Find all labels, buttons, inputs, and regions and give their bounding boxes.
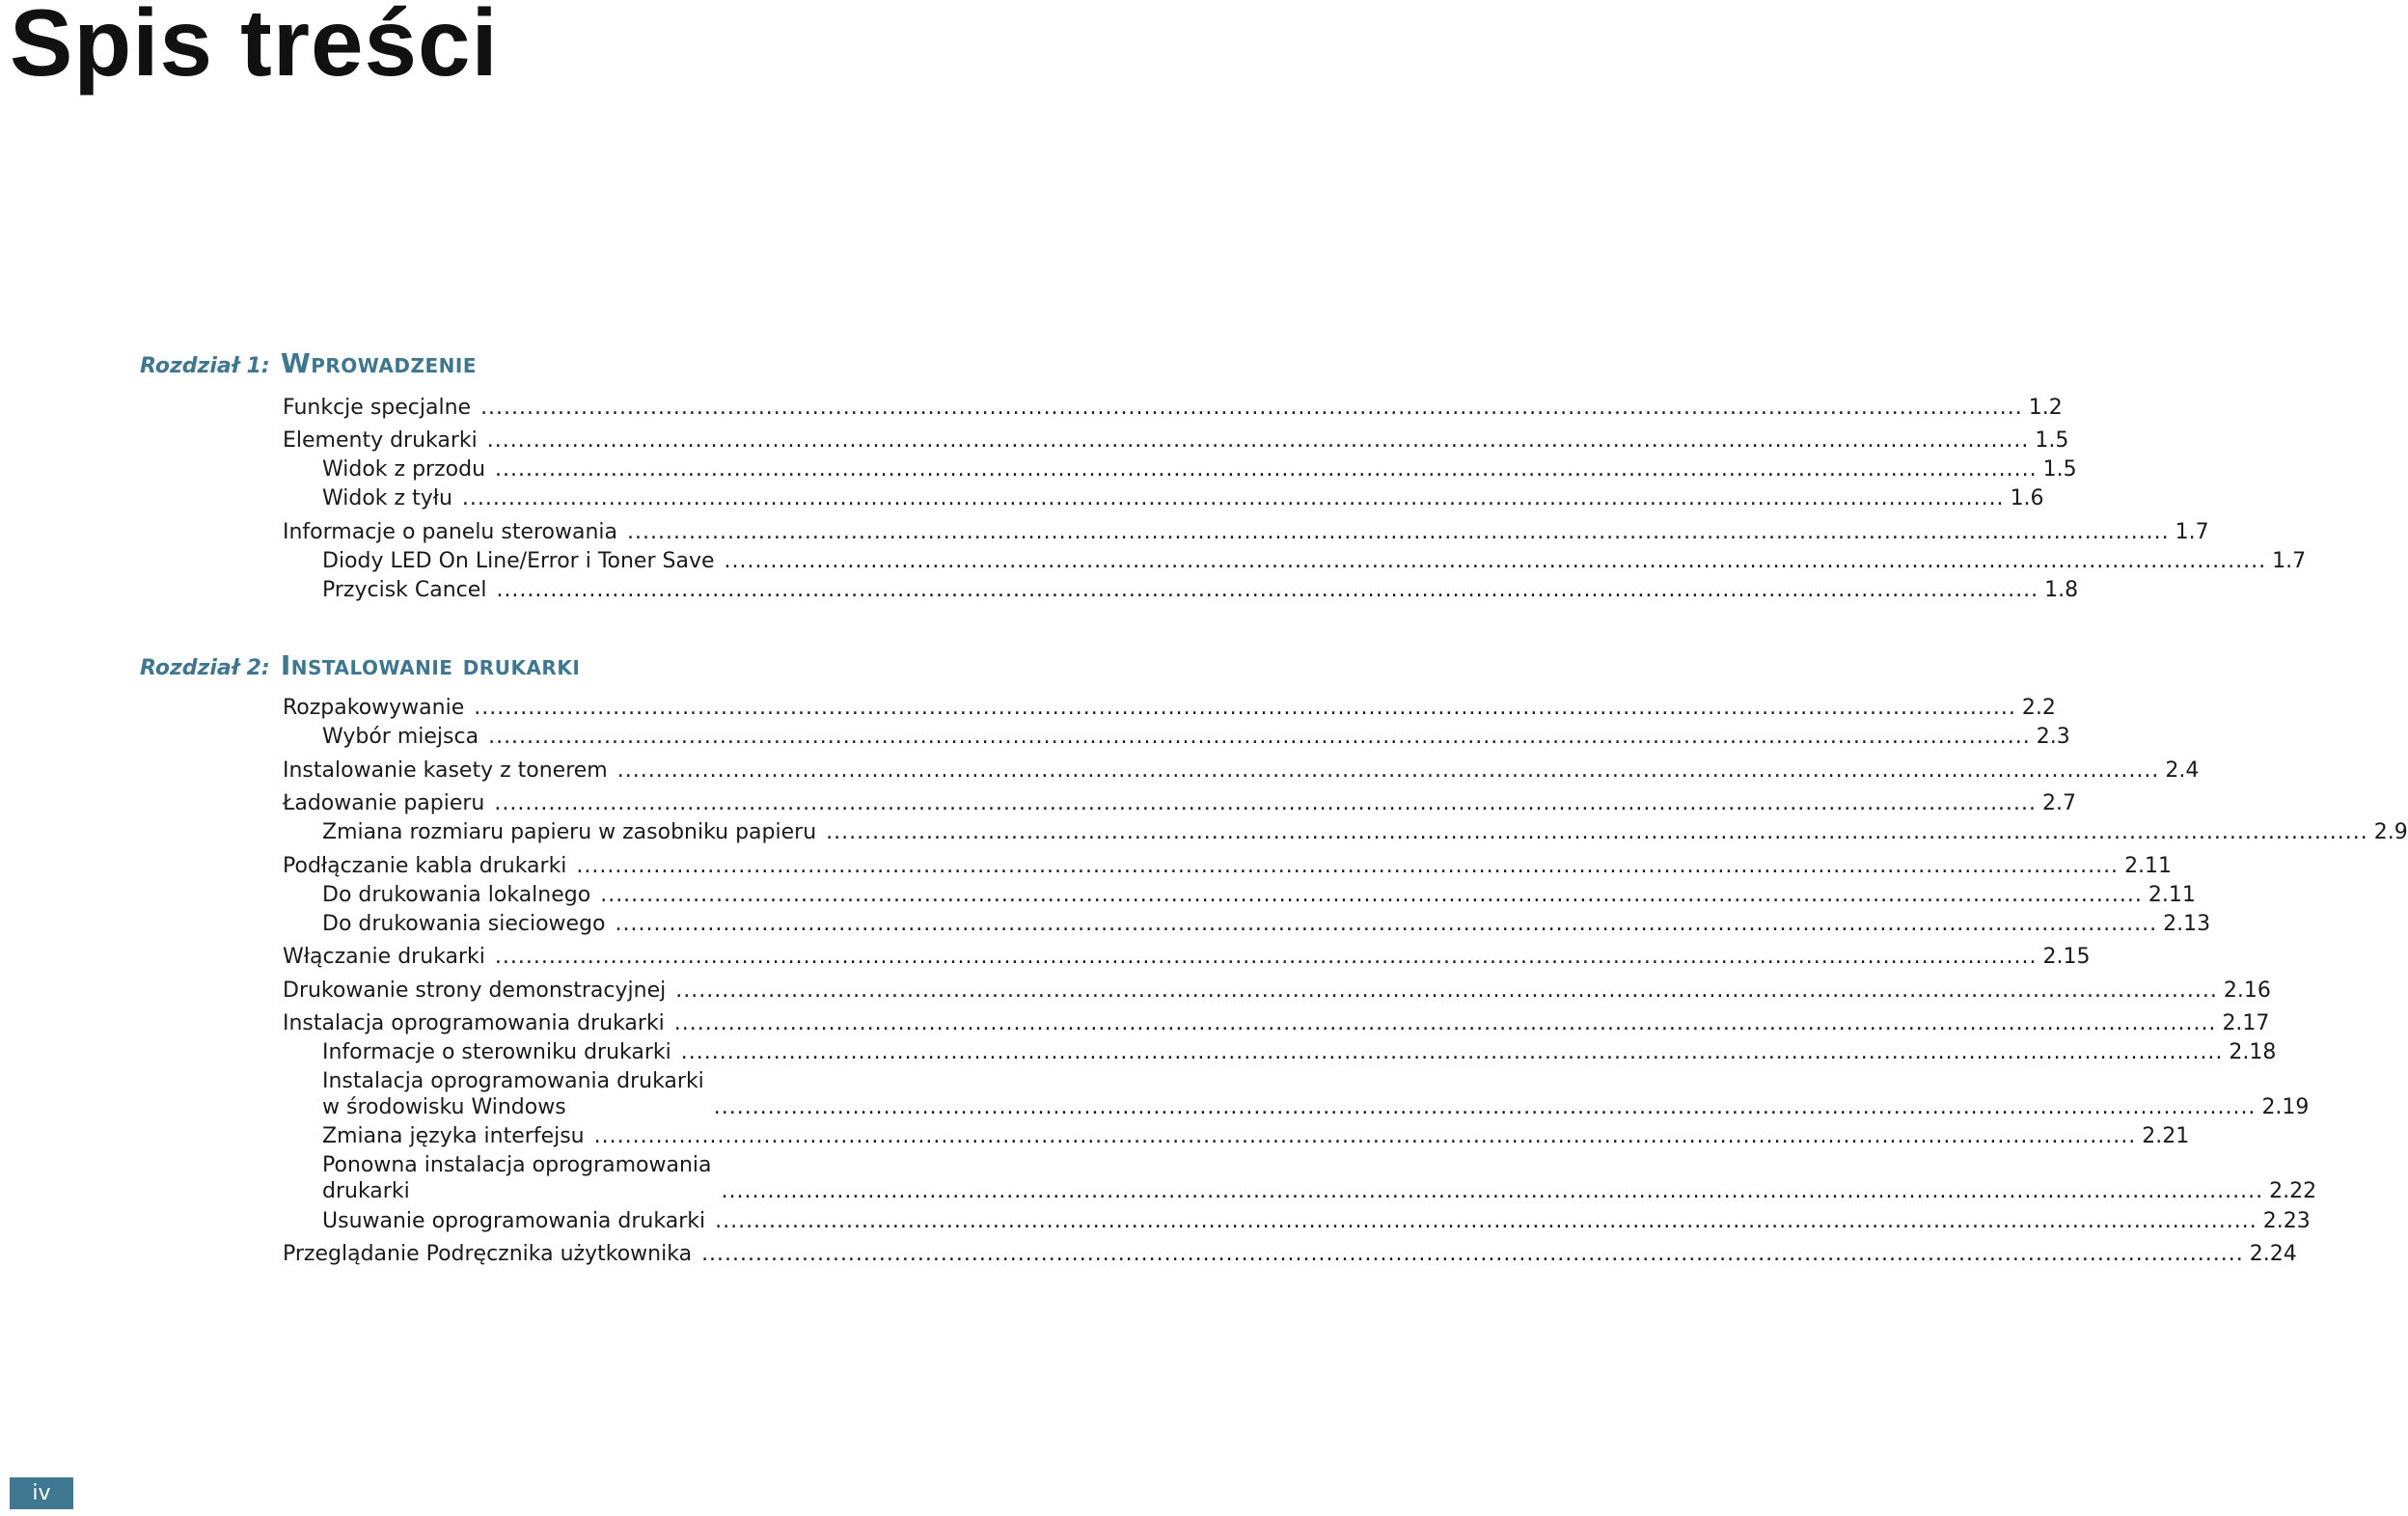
toc-entry-text: Usuwanie oprogramowania drukarki bbox=[322, 1209, 706, 1233]
toc-dot-leader: ........................................................................................................................................................................................................ bbox=[616, 758, 2160, 783]
toc-entry-text: Diody LED On Line/Error i Toner Save bbox=[322, 549, 715, 573]
chapter-heading-1 bbox=[140, 347, 478, 379]
toc-dot-leader: ........................................................................................................................................................................................................ bbox=[673, 1011, 2217, 1035]
toc-page-number: 1.5 bbox=[2042, 457, 2077, 482]
toc-page-number: 2.21 bbox=[2142, 1124, 2190, 1148]
toc-entry-label bbox=[322, 486, 452, 511]
toc-dot-leader: ........................................................................................................................................................................................................ bbox=[680, 1040, 2224, 1064]
toc-entry-text: Drukowanie strony demonstracyjnej bbox=[283, 979, 667, 1003]
toc-page-number: 2.3 bbox=[2036, 725, 2070, 749]
toc-dot-leader: ........................................................................................................................................................................................................ bbox=[480, 396, 2023, 420]
toc-entry-label bbox=[322, 1209, 705, 1234]
toc-entry-label bbox=[283, 396, 471, 421]
toc-entry-label bbox=[322, 1040, 671, 1065]
toc-entry-text: Ładowanie papieru bbox=[283, 791, 485, 815]
chapter-title: Wprowadzenie bbox=[280, 347, 478, 379]
toc-entry[interactable] bbox=[283, 945, 2091, 970]
toc-entry-label bbox=[322, 549, 715, 574]
toc-dot-leader: ........................................................................................................................................................................................................ bbox=[715, 1209, 2258, 1233]
toc-entry-label bbox=[283, 854, 566, 879]
toc-entry[interactable] bbox=[322, 1040, 2277, 1065]
toc-page-number: 2.18 bbox=[2229, 1040, 2277, 1064]
toc-entry-label bbox=[283, 758, 608, 784]
toc-entry-text: Funkcje specjalne bbox=[283, 396, 472, 420]
toc-entry-label bbox=[283, 945, 485, 970]
toc-entry[interactable] bbox=[283, 1242, 2297, 1267]
toc-entry-label bbox=[283, 1242, 692, 1267]
toc-page-number: 2.17 bbox=[2222, 1011, 2270, 1035]
toc-entry-label bbox=[322, 457, 485, 482]
toc-dot-leader: ........................................................................................................................................................................................................ bbox=[615, 912, 2158, 936]
toc-page-number: 1.5 bbox=[2035, 428, 2069, 453]
toc-entry[interactable] bbox=[283, 758, 2200, 784]
chapter-title: Instalowanie drukarki bbox=[280, 649, 581, 681]
toc-entry-text: Instalowanie kasety z tonerem bbox=[283, 758, 608, 783]
toc-entry[interactable] bbox=[283, 696, 2056, 721]
page-number-tab: iv bbox=[10, 1477, 73, 1509]
toc-entry-text: Informacje o sterowniku drukarki bbox=[322, 1040, 671, 1064]
toc-entry[interactable] bbox=[283, 520, 2209, 545]
toc-page-number: 1.2 bbox=[2028, 396, 2063, 420]
toc-entry[interactable] bbox=[283, 854, 2173, 879]
toc-dot-leader: ........................................................................................................................................................................................................ bbox=[576, 854, 2120, 878]
toc-dot-leader: ........................................................................................................................................................................................................ bbox=[486, 428, 2030, 453]
toc-entry[interactable] bbox=[322, 883, 2196, 908]
toc-entry-label bbox=[322, 883, 590, 908]
page-title: Spis treści bbox=[10, 0, 499, 96]
chapter-heading-2 bbox=[140, 649, 581, 681]
toc-dot-leader: ........................................................................................................................................................................................................ bbox=[496, 578, 2039, 602]
toc-dot-leader: ........................................................................................................................................................................................................ bbox=[701, 1242, 2244, 1266]
toc-entry-label bbox=[322, 912, 606, 937]
toc-entry-text: Ponowna instalacja oprogramowania bbox=[322, 1153, 712, 1177]
toc-dot-leader: ........................................................................................................................................................................................................ bbox=[593, 1124, 2137, 1148]
toc-dot-leader: ........................................................................................................................................................................................................ bbox=[494, 791, 2038, 815]
toc-dot-leader: ........................................................................................................................................................................................................ bbox=[488, 725, 2031, 749]
toc-entry-text: Instalacja oprogramowania drukarki bbox=[283, 1011, 665, 1035]
toc-dot-leader: ........................................................................................................................................................................................................ bbox=[495, 457, 2038, 482]
chapter-prefix: Rozdział 1: bbox=[140, 354, 270, 378]
toc-entry-text: Do drukowania sieciowego bbox=[322, 912, 606, 936]
toc-entry[interactable] bbox=[322, 578, 2079, 603]
toc-entry-label bbox=[322, 820, 816, 845]
toc-entry-text: Przeglądanie Podręcznika użytkownika bbox=[283, 1242, 693, 1266]
toc-entry-text: Widok z tyłu bbox=[322, 486, 452, 510]
toc-dot-leader: ........................................................................................................................................................................................................ bbox=[675, 979, 2218, 1003]
toc-entry-text: Widok z przodu bbox=[322, 457, 486, 482]
toc-page-number: 2.23 bbox=[2262, 1209, 2311, 1233]
toc-entry-text: Włączanie drukarki bbox=[283, 945, 485, 969]
toc-entry[interactable] bbox=[283, 791, 2077, 816]
toc-entry-text: Zmiana rozmiaru papieru w zasobniku papieru bbox=[322, 820, 817, 844]
toc-entry-text: Przycisk Cancel bbox=[322, 578, 487, 602]
toc-page-number: 2.7 bbox=[2042, 791, 2077, 815]
toc-page-number: 2.16 bbox=[2223, 979, 2271, 1003]
toc-page-number: 2.4 bbox=[2165, 758, 2200, 783]
toc-page-number: 1.7 bbox=[2272, 549, 2307, 573]
toc-entry-label bbox=[322, 725, 479, 750]
toc-entry[interactable] bbox=[322, 1124, 2190, 1149]
toc-entry[interactable] bbox=[322, 912, 2211, 937]
toc-entry-label bbox=[322, 1124, 585, 1149]
toc-entry[interactable] bbox=[322, 820, 2408, 845]
toc-entry-label bbox=[283, 520, 617, 545]
toc-dot-leader: ........................................................................................................................................................................................................ bbox=[461, 486, 2005, 510]
toc-page-number: 2.9 bbox=[2373, 820, 2408, 844]
toc-page-number: 2.19 bbox=[2261, 1095, 2310, 1119]
toc-dot-leader: ........................................................................................................................................................................................................ bbox=[724, 549, 2267, 573]
toc-page-number: 2.15 bbox=[2042, 945, 2091, 969]
toc-dot-leader: ........................................................................................................................................................................................................ bbox=[721, 1179, 2264, 1203]
toc-dot-leader: ........................................................................................................................................................................................................ bbox=[474, 696, 2016, 720]
toc-page-number: 2.11 bbox=[2124, 854, 2173, 878]
toc-entry[interactable] bbox=[322, 725, 2070, 750]
toc-page-number: 1.6 bbox=[2010, 486, 2044, 510]
chapter-prefix: Rozdział 2: bbox=[140, 656, 270, 680]
toc-page-number: 1.7 bbox=[2175, 520, 2209, 544]
toc-page-number: 1.8 bbox=[2044, 578, 2079, 602]
toc-page-number: 2.22 bbox=[2269, 1179, 2317, 1203]
toc-entry[interactable] bbox=[283, 396, 2063, 421]
toc-entry-text-continued: drukarki bbox=[322, 1179, 410, 1203]
toc-entry[interactable] bbox=[322, 1209, 2311, 1234]
toc-page-number: 2.24 bbox=[2249, 1242, 2297, 1266]
toc-dot-leader: ........................................................................................................................................................................................................ bbox=[627, 520, 2170, 544]
toc-entry-text: Wybór miejsca bbox=[322, 725, 479, 749]
toc-dot-leader: ........................................................................................................................................................................................................ bbox=[494, 945, 2038, 969]
toc-entry-text: Zmiana języka interfejsu bbox=[322, 1124, 585, 1148]
toc-entry[interactable] bbox=[283, 1011, 2270, 1036]
toc-page-number: 2.13 bbox=[2163, 912, 2211, 936]
toc-entry-label bbox=[283, 696, 464, 721]
toc-entry-text: Informacje o panelu sterowania bbox=[283, 520, 618, 544]
toc-entry[interactable] bbox=[322, 457, 2077, 482]
toc-entry[interactable] bbox=[322, 1069, 2310, 1120]
toc-entry-label bbox=[283, 1011, 665, 1036]
toc-entry-label bbox=[283, 979, 666, 1004]
toc-entry-text: Elementy drukarki bbox=[283, 428, 478, 453]
toc-entry[interactable] bbox=[322, 549, 2307, 574]
toc-entry-label bbox=[283, 791, 484, 816]
toc-dot-leader: ........................................................................................................................................................................................................ bbox=[826, 820, 2368, 844]
toc-entry-text: Podłączanie kabla drukarki bbox=[283, 854, 567, 878]
toc-entry-label bbox=[322, 1153, 712, 1204]
toc-page-number: 2.11 bbox=[2148, 883, 2196, 907]
toc-entry[interactable] bbox=[322, 486, 2044, 511]
toc-entry-text: Rozpakowywanie bbox=[283, 696, 465, 720]
toc-dot-leader: ........................................................................................................................................................................................................ bbox=[713, 1095, 2257, 1119]
toc-entry-text-continued: w środowisku Windows bbox=[322, 1095, 566, 1119]
toc-entry[interactable] bbox=[283, 428, 2069, 454]
toc-entry-label bbox=[283, 428, 478, 454]
toc-page-number: 2.2 bbox=[2021, 696, 2056, 720]
toc-entry-text: Instalacja oprogramowania drukarki bbox=[322, 1069, 704, 1093]
toc-entry-label bbox=[322, 1069, 704, 1120]
toc-entry-label bbox=[322, 578, 486, 603]
toc-entry[interactable] bbox=[322, 1153, 2317, 1204]
toc-dot-leader: ........................................................................................................................................................................................................ bbox=[600, 883, 2143, 907]
toc-entry[interactable] bbox=[283, 979, 2271, 1004]
toc-entry-text: Do drukowania lokalnego bbox=[322, 883, 591, 907]
